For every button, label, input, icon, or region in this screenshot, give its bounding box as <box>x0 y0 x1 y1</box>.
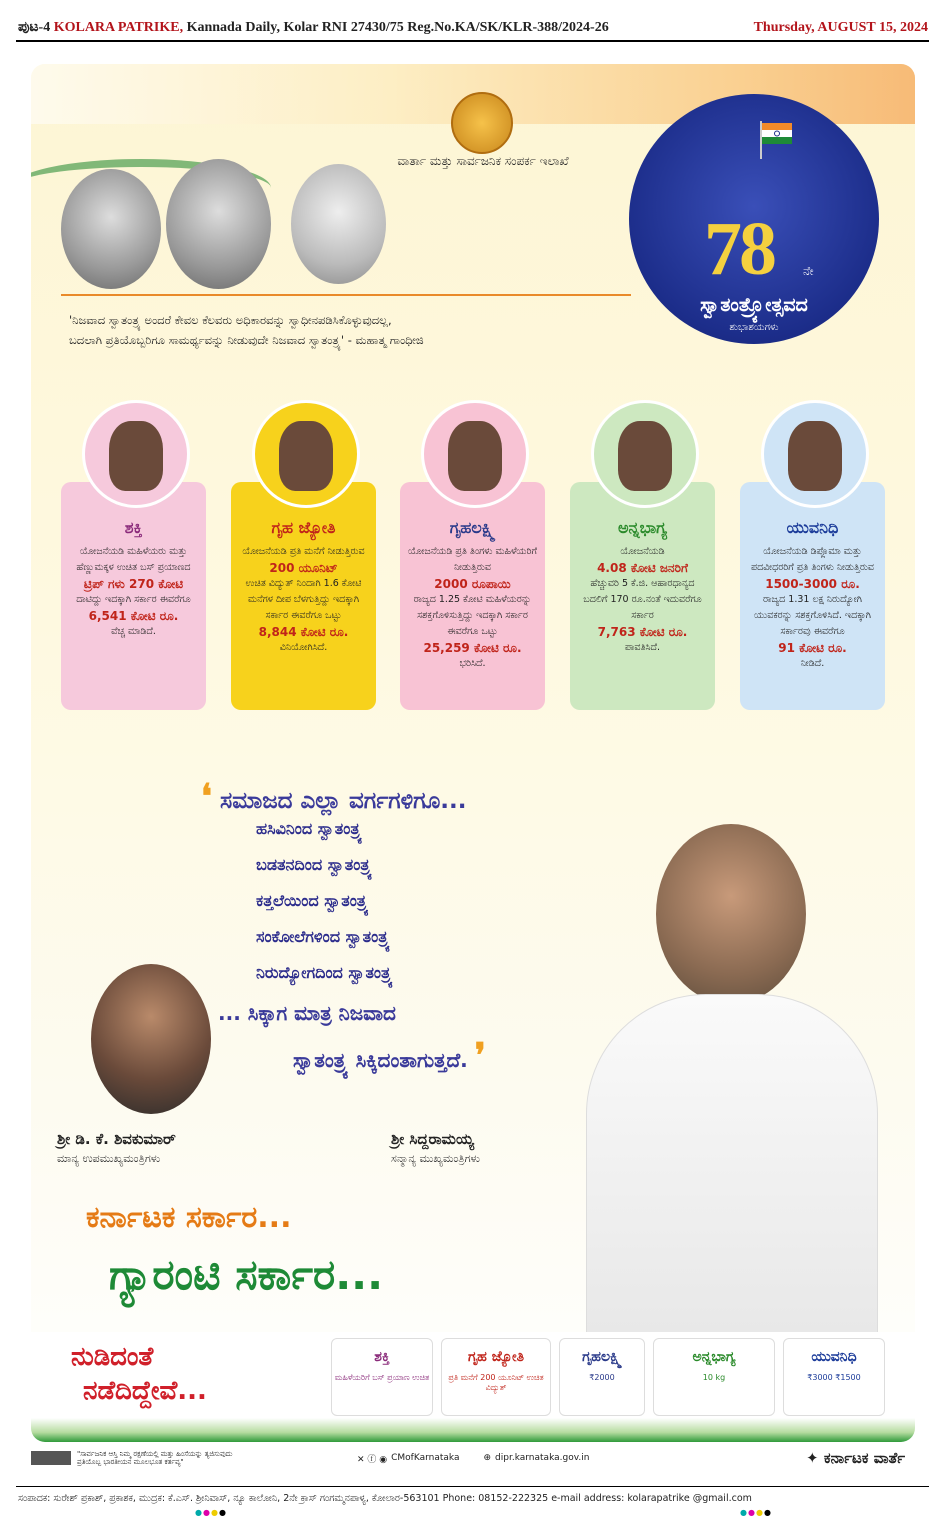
strip-logo-sub: ಪ್ರತಿ ಮನೆಗೆ 200 ಯೂನಿಟ್ ಉಚಿತ ವಿದ್ಯುತ್ <box>448 1373 544 1392</box>
color-registration-marks-right: ●●●● <box>740 1508 772 1517</box>
header-rule <box>16 40 929 42</box>
ending-line-2-text: ಸ್ವಾತಂತ್ರ್ಯ ಸಿಕ್ಕಿದಂತಾಗುತ್ತದೆ. <box>293 1048 468 1072</box>
karnataka-emblem <box>451 92 513 154</box>
scheme-highlight-1: ಟ್ರಿಪ್ ಗಳು 270 ಕೋಟಿ <box>83 577 184 591</box>
imprint-line: ಸಂಪಾದಕ: ಸುರೇಶ್ ಪ್ರಕಾಶ್, ಪ್ರಕಾಶಕ, ಮುದ್ರಕ: ಕೆ.ಎಸ್. ಶ್ರೀನಿವಾಸ್, ನ್ಯೂ ಕಾಲೋನಿ, 2ನೇ ಕ್ರಾಸ್ ಗಂಗಮ್ಮನಪಾಳ್ಯ, ಕೋಲಾರ-563101 Phone: 08152-222325 e-mail address: kolarapatrike @gmail.com <box>18 1493 752 1504</box>
scheme-highlight-2: 91 ಕೋಟಿ ರೂ. <box>778 641 847 655</box>
scheme-highlight-2: 6,541 ಕೋಟಿ ರೂ. <box>88 609 179 623</box>
person-silhouette <box>788 421 842 491</box>
ad-footer <box>31 1446 915 1470</box>
varthe-brand: ✦ ಕರ್ನಾಟಕ ವಾರ್ತೆ <box>806 1449 905 1467</box>
scheme-text-3: ಭರಿಸಿದೆ. <box>459 658 486 669</box>
strip-logo-name: ಗೃಹ ಜ್ಯೋತಿ <box>467 1349 525 1365</box>
scheme-logo-strip <box>31 1332 915 1422</box>
scheme-card <box>400 482 545 710</box>
badge-title: ಸ್ವಾತಂತ್ರ್ಯೋತ್ಸವದ <box>700 294 808 316</box>
scheme-photo <box>591 400 699 508</box>
globe-icon: ⊕ <box>483 1453 492 1463</box>
scheme-name: ಅನ್ನಭಾಗ್ಯ <box>617 518 668 537</box>
green-footer-band <box>31 1418 915 1442</box>
scheme-text-1: ಯೋಜನೆಯಡಿ ಡಿಪ್ಲೊಮಾ ಮತ್ತು ಪದವೀಧರರಿಗೆ ಪ್ರತಿ ತಿಂಗಳು ನೀಡುತ್ತಿರುವ <box>750 546 875 573</box>
scheme-card <box>740 482 885 710</box>
strip-logo <box>441 1338 551 1416</box>
scheme-highlight-2: 25,259 ಕೋಟಿ ರೂ. <box>423 641 522 655</box>
person-silhouette <box>618 421 672 491</box>
strip-logo-sub: ₹3000 ₹1500 <box>807 1373 861 1382</box>
nudidante-slogan <box>71 1340 207 1408</box>
paper-name: KOLARA PATRIKE, <box>53 20 184 35</box>
nudi-line-1: ನುಡಿದಂತೆ <box>71 1342 154 1372</box>
masthead <box>18 18 928 38</box>
dcm-title: ಮಾನ್ಯ ಉಪಮುಖ್ಯಮಂತ್ರಿಗಳು <box>57 1152 161 1165</box>
slogan-guarantee: ಗ್ಯಾರಂಟಿ ಸರ್ಕಾರ... <box>109 1250 384 1299</box>
badge-number: 78 <box>704 207 774 291</box>
scheme-name: ಶಕ್ತಿ <box>124 518 143 537</box>
ending-line-2 <box>293 1036 486 1076</box>
color-registration-marks-left: ●●●● <box>195 1508 227 1517</box>
scheme-photo <box>421 400 529 508</box>
slogan-karnataka: ಕರ್ನಾಟಕ ಸರ್ಕಾರ... <box>86 1200 292 1235</box>
badge-subtitle: ಶುಭಾಶಯಗಳು <box>729 322 779 333</box>
cm-title: ಸನ್ಮಾನ್ಯ ಮುಖ್ಯಮಂತ್ರಿಗಳು <box>391 1152 480 1165</box>
quote-divider <box>61 294 631 296</box>
scheme-text-2: ಹೆಚ್ಚುವರಿ 5 ಕೆ.ಜಿ. ಆಹಾರಧಾನ್ಯದ ಬದಲಿಗೆ 170 ರೂ.ನಂತೆ ಇದುವರೆಗೂ ಸರ್ಕಾರ <box>583 578 702 621</box>
scheme-text-2: ರಾಜ್ಯದ 1.25 ಕೋಟಿ ಮಹಿಳೆಯರನ್ನು ಸಶಕ್ತಗೊಳಿಸುತ್ತಿದ್ದು ಇದಕ್ಕಾಗಿ ಸರ್ಕಾರ ಈವರೆಗೂ ಒಟ್ಟು <box>413 594 532 637</box>
person-silhouette <box>109 421 163 491</box>
cm-name: ಶ್ರೀ ಸಿದ್ದರಾಮಯ್ಯ <box>391 1130 475 1148</box>
department-name: ವಾರ್ತಾ ಮತ್ತು ಸಾರ್ವಜನಿಕ ಸಂಪರ್ಕ ಇಲಾಖೆ <box>397 154 569 168</box>
cm-face <box>656 824 806 1004</box>
scheme-name: ಯುವನಿಧಿ <box>786 518 839 537</box>
strip-logo-sub: 10 kg <box>702 1373 726 1382</box>
scheme-text-3: ವಿನಿಯೋಗಿಸಿದೆ. <box>279 642 328 653</box>
parliament-icon <box>31 1451 71 1465</box>
scheme-card <box>570 482 715 710</box>
scheme-highlight-2: 7,763 ಕೋಟಿ ರೂ. <box>597 625 688 639</box>
footer-note: "ಸಾರ್ವಜನಿಕ ಆಸ್ತಿ ನಿಮ್ಮ ರಕ್ಷಣೆಯಲ್ಲಿ ಮತ್ತು ಹಿಂಸೆಯನ್ನು ತ್ಯಜಿಸುವುದು ಪ್ರತಿಯೊಬ್ಬ ಭಾರತೀಯನ ಮೂಲಭೂತ ಕರ್ತವ್ಯ" <box>77 1450 233 1466</box>
independence-day-badge <box>629 94 879 344</box>
scheme-text-1: ಯೋಜನೆಯಡಿ <box>620 546 665 557</box>
scheme-text-1: ಯೋಜನೆಯಡಿ ಮಹಿಳೆಯರು ಮತ್ತು ಹೆಣ್ಣುಮಕ್ಕಳ ಉಚಿತ ಬಸ್ ಪ್ರಯಾಣದ <box>76 546 191 573</box>
advertisement <box>31 64 915 1442</box>
freedom-item: ಬಡತನದಿಂದ ಸ್ವಾತಂತ್ರ್ಯ <box>256 855 373 874</box>
gandhi-quote <box>69 310 689 350</box>
freedom-item: ಸಂಕೋಲೆಗಳಿಂದ ಸ್ವಾತಂತ್ರ್ಯ <box>256 927 391 946</box>
social-handle: CMofKarnataka <box>391 1453 460 1463</box>
tagline-text: ಸಮಾಜದ ಎಲ್ಲಾ ವರ್ಗಗಳಿಗೂ... <box>219 788 467 814</box>
scheme-text-1: ಯೋಜನೆಯಡಿ ಪ್ರತಿ ಮನೆಗೆ ನೀಡುತ್ತಿರುವ <box>242 546 365 557</box>
portrait-gandhi <box>61 169 161 289</box>
strip-logo <box>783 1338 885 1416</box>
strip-logo-name: ಗೃಹಲಕ್ಷ್ಮಿ <box>582 1349 622 1365</box>
badge-suffix: ನೇ <box>803 264 814 278</box>
portrait-nehru <box>291 164 386 284</box>
cm-attire <box>586 994 878 1336</box>
nudi-line-2: ನಡೆದಿದ್ದೇವೆ... <box>83 1376 207 1406</box>
scheme-card <box>231 482 376 710</box>
strip-logo <box>559 1338 645 1416</box>
scheme-text-2: ಉಚಿತ ವಿದ್ಯುತ್ ನಿಂದಾಗಿ 1.6 ಕೋಟಿ ಮನೆಗಳ ದೀಪ ಬೆಳಗುತ್ತಿದ್ದು ಇದಕ್ಕಾಗಿ ಸರ್ಕಾರ ಈವರೆಗೂ ಒಟ್ಟು <box>245 578 362 621</box>
dcm-portrait <box>71 964 231 1114</box>
cm-portrait <box>576 824 876 1344</box>
varthe-brand-text: ಕರ್ನಾಟಕ ವಾರ್ತೆ <box>823 1449 905 1467</box>
scheme-text-3: ಪಾವತಿಸಿದೆ. <box>624 642 661 653</box>
scheme-photo <box>252 400 360 508</box>
dcm-photo <box>91 964 211 1114</box>
strip-logo <box>331 1338 433 1416</box>
person-silhouette <box>448 421 502 491</box>
scheme-photo <box>82 400 190 508</box>
scheme-highlight-1: 1500-3000 ರೂ. <box>765 577 860 591</box>
freedom-item: ನಿರುದ್ಯೋಗದಿಂದ ಸ್ವಾತಂತ್ರ್ಯ <box>256 963 393 982</box>
portrait-ambedkar <box>166 159 271 289</box>
quote-line-1: 'ನಿಜವಾದ ಸ್ವಾತಂತ್ರ್ಯ ಅಂದರೆ ಕೇವಲ ಕೆಲವರು ಅಧಿಕಾರವನ್ನು ಸ್ವಾಧೀನಪಡಿಸಿಕೊಳ್ಳುವುದಲ್ಲ, <box>69 313 392 327</box>
strip-logo-sub: ಮಹಿಳೆಯರಿಗೆ ಬಸ್ ಪ್ರಯಾಣ ಉಚಿತ <box>334 1373 430 1382</box>
ending-line-1: ... ಸಿಕ್ಕಾಗ ಮಾತ್ರ ನಿಜವಾದ <box>218 1001 396 1025</box>
person-silhouette <box>279 421 333 491</box>
website: dipr.karnataka.gov.in <box>495 1453 590 1463</box>
scheme-text-2: ದಾಟಿದ್ದು ಇದಕ್ಕಾಗಿ ಸರ್ಕಾರ ಈವರೆಗೂ <box>76 594 191 605</box>
quote-line-2: ಬದಲಾಗಿ ಪ್ರತಿಯೊಬ್ಬರಿಗೂ ಸಾಮರ್ಥ್ಯವನ್ನು ನೀಡುವುದೇ ನಿಜವಾದ ಸ್ವಾತಂತ್ರ್ಯ' - ಮಹಾತ್ಮ ಗಾಂಧೀಜಿ <box>69 333 424 347</box>
open-quote-icon: ❛ <box>201 779 212 816</box>
close-quote-icon: ❜ <box>474 1038 486 1075</box>
scheme-text-3: ನೀಡಿದೆ. <box>800 658 825 669</box>
scheme-highlight-1: 2000 ರೂಪಾಯಿ <box>434 577 511 591</box>
paper-info: Kannada Daily, Kolar RNI 27430/75 Reg.No.KA/SK/KLR-388/2024-26 <box>186 20 609 35</box>
freedom-item: ಹಸಿವಿನಿಂದ ಸ್ವಾತಂತ್ರ್ಯ <box>256 819 363 838</box>
scheme-highlight-2: 8,844 ಕೋಟಿ ರೂ. <box>258 625 349 639</box>
masthead-left <box>18 20 609 36</box>
strip-logo-name: ಅನ್ನಭಾಗ್ಯ <box>692 1349 736 1365</box>
scheme-photo <box>761 400 869 508</box>
footer-rule <box>16 1486 929 1487</box>
scheme-text-3: ವೆಚ್ಚ ಮಾಡಿದೆ. <box>111 626 156 637</box>
scheme-highlight-1: 4.08 ಕೋಟಿ ಜನರಿಗೆ <box>597 561 688 575</box>
scheme-name: ಗೃಹಲಕ್ಷ್ಮಿ <box>449 518 496 537</box>
strip-logo <box>653 1338 775 1416</box>
scheme-name: ಗೃಹ ಜ್ಯೋತಿ <box>271 518 336 537</box>
strip-logo-name: ಯುವನಿಧಿ <box>811 1349 857 1365</box>
strip-logo-sub: ₹2000 <box>589 1373 615 1382</box>
strip-logo-name: ಶಕ್ತಿ <box>374 1349 390 1365</box>
tagline <box>201 777 466 817</box>
social-icons: ✕ ⓕ ◉ <box>357 1454 388 1465</box>
page-label: ಪುಟ-4 <box>18 20 51 35</box>
scheme-highlight-1: 200 ಯೂನಿಟ್ <box>269 561 338 575</box>
scheme-text-2: ರಾಜ್ಯದ 1.31 ಲಕ್ಷ ನಿರುದ್ಯೋಗಿ ಯುವಕರನ್ನು ಸಶಕ್ತಗೊಳಿಸಿದೆ. ಇದಕ್ಕಾಗಿ ಸರ್ಕಾರವು ಈವರೆಗೂ <box>754 594 871 637</box>
freedom-item: ಕತ್ತಲೆಯಿಂದ ಸ್ವಾತಂತ್ರ್ಯ <box>256 891 369 910</box>
scheme-card <box>61 482 206 710</box>
issue-date: Thursday, AUGUST 15, 2024 <box>753 20 928 35</box>
dcm-name: ಶ್ರೀ ಡಿ. ಕೆ. ಶಿವಕುಮಾರ್ <box>57 1130 176 1148</box>
flag-icon <box>757 119 797 159</box>
scheme-text-1: ಯೋಜನೆಯಡಿ ಪ್ರತಿ ತಿಂಗಳು ಮಹಿಳೆಯರಿಗೆ ನೀಡುತ್ತಿರುವ <box>408 546 537 573</box>
